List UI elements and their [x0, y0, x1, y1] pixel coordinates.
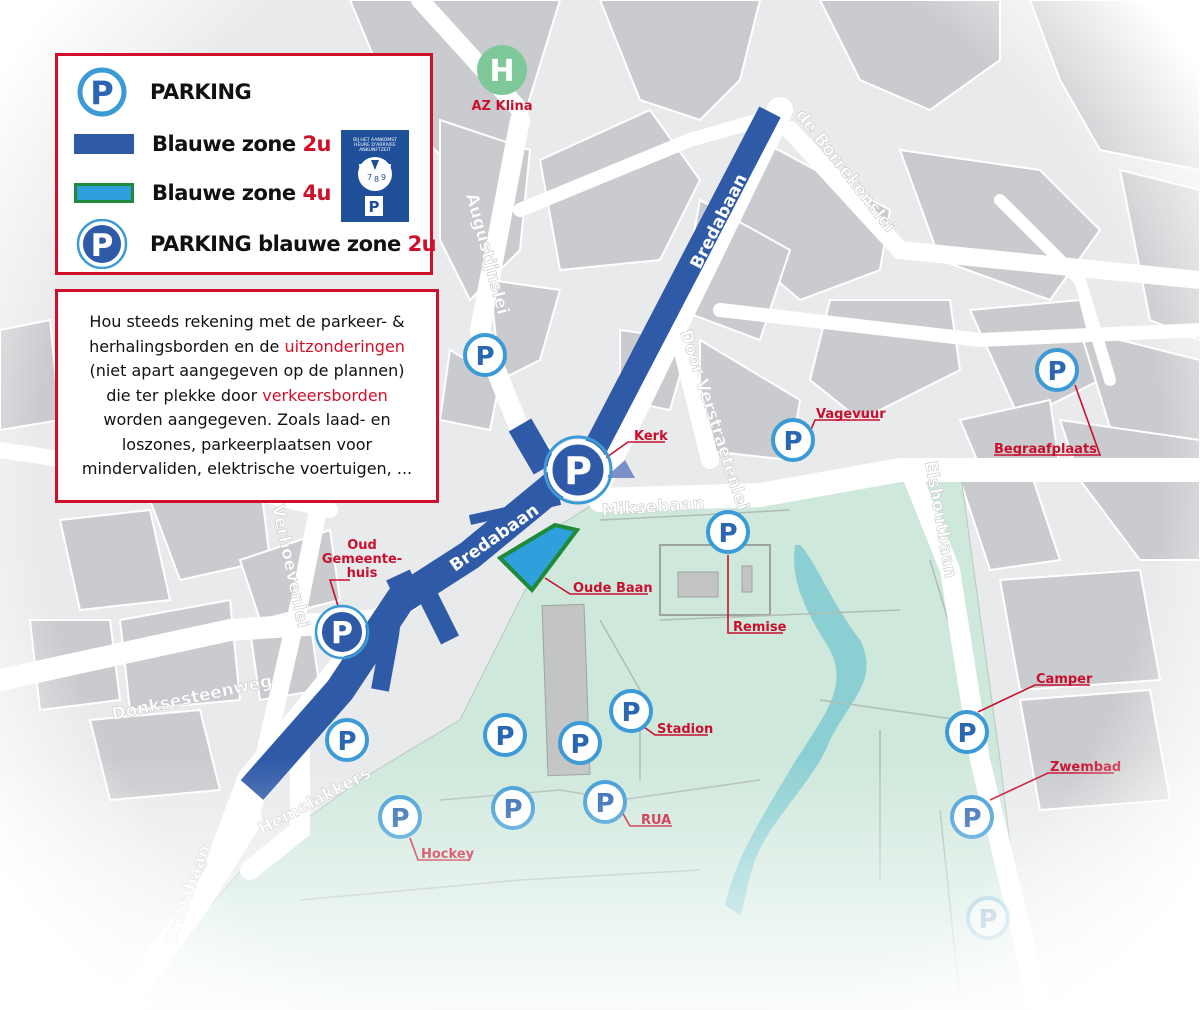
svg-text:P: P [90, 228, 114, 264]
svg-text:7: 7 [367, 173, 373, 182]
info-line-5: worden aangegeven. Zoals laad- en [103, 410, 391, 429]
legend-blue-zone-4u-label: Blauwe zone 4u [152, 181, 331, 205]
parking-blue-zone-icon [72, 219, 132, 269]
parking-icon [72, 67, 132, 117]
info-line-4: die ter plekke door verkeersborden [106, 385, 388, 405]
info-note [55, 289, 439, 503]
legend-row-parking-blue-zone [72, 224, 436, 264]
info-line-1: Hou steeds rekening met de parkeer- & [89, 312, 405, 331]
svg-text:9: 9 [381, 173, 387, 182]
info-line-7: mindervaliden, elektrische voertuigen, ... [81, 459, 413, 478]
svg-text:HEURE D'ARRIVEE: HEURE D'ARRIVEE [354, 143, 396, 148]
blue-zone-4u-swatch [74, 183, 134, 203]
svg-text:P: P [90, 74, 114, 112]
blue-zone-2u-swatch [74, 134, 134, 154]
legend-parking-label: PARKING [150, 80, 252, 104]
legend-row-blue-zone-2u [74, 124, 331, 164]
svg-text:P: P [368, 198, 380, 216]
info-line-6: loszones, parkeerplaatsen voor [121, 434, 373, 454]
info-line-2: herhalingsborden en de uitzonderingen [89, 336, 405, 356]
legend [55, 53, 437, 275]
svg-text:ANKUNFTZEIT: ANKUNFTZEIT [359, 148, 391, 153]
svg-text:BIJ HET AANKOMST: BIJ HET AANKOMST [353, 138, 397, 143]
info-line-3: (niet apart aangegeven op de plannen) [89, 361, 405, 380]
legend-blue-zone-2u-label: Blauwe zone 2u [152, 132, 331, 156]
svg-text:8: 8 [374, 175, 380, 184]
legend-parking-blue-zone-label: PARKING blauwe zone 2u [150, 232, 437, 256]
legend-row-parking [72, 72, 251, 112]
parking-disc-icon [341, 130, 409, 222]
legend-row-blue-zone-4u [74, 173, 331, 213]
